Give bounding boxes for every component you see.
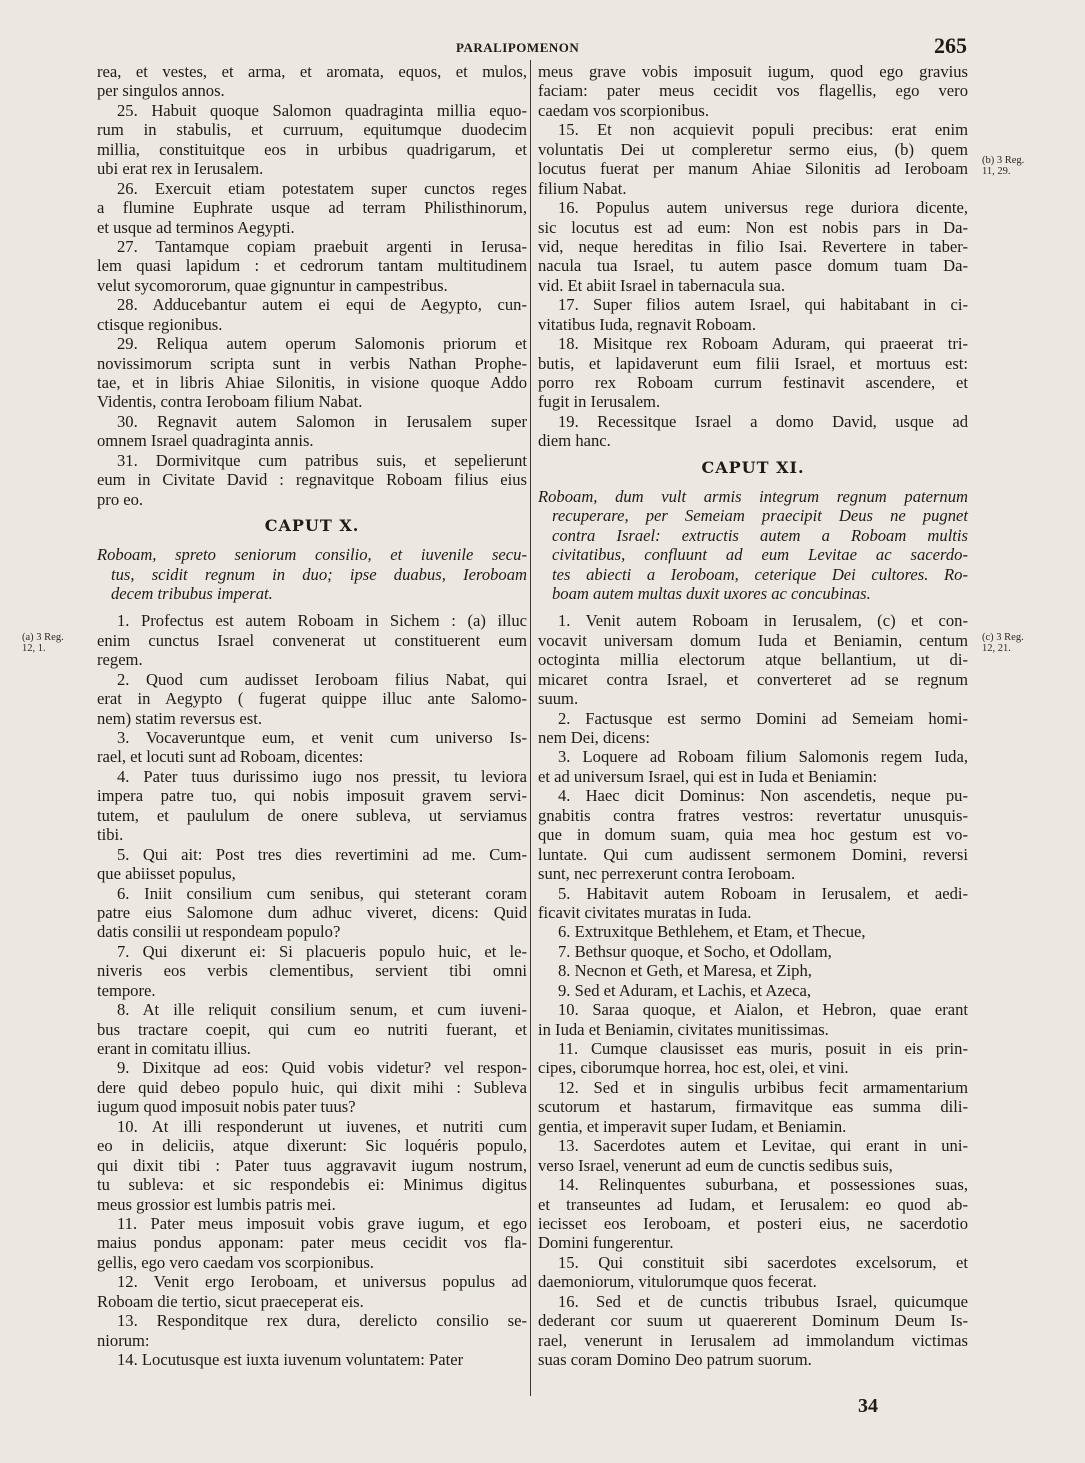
text-line: iugum quod imposuit nobis pater tuus? [97,1097,356,1117]
margin-note-a-loc: 12, 1. [22,643,46,654]
text-line: regem. [97,650,143,670]
margin-note-c-ref: (c) 3 Reg. [982,632,1024,643]
margin-note-c [982,632,1024,654]
text-line: 3. Vocaveruntque eum, et venit cum universo Is- [117,728,527,747]
text-line: 10. Saraa quoque, et Aialon, et Hebron, quae erant [558,1000,968,1020]
text-line: 17. Super filios autem Israel, qui habitabant in ci- [558,295,968,315]
text-line: niveris eos verbis clementibus, servient tibi omni [97,961,527,981]
text-line: ubi erat rex in Ierusalem. [97,159,264,179]
text-line: fugit in Ierusalem. [538,392,661,412]
text-line: que in domum suam, quia mea hoc gestum est vo- [538,825,968,845]
text-line: scutorum et hastarum, firmavitque eas summa dili- [538,1097,968,1117]
text-line: per singulos annos. [97,81,225,101]
text-line: datis consilii ut respondeam populo? [97,922,341,942]
text-line: tempore. [97,980,156,1000]
text-line: patre eius Salomone dum adhuc viveret, dicens: Quid [97,902,527,922]
text-line: 13. Responditque rex dura, derelicto consilio se- [117,1311,527,1331]
text-line: 2. Quod cum audisset Ieroboam filius Nabat, qui [117,669,527,689]
text-line: faciam: pater meus cecidit vos flagellis, ego vero [538,81,968,101]
summary-line: recuperare, per Semeiam praecipit Deus ne pugnet [552,506,968,526]
text-line: filium Nabat. [538,178,627,198]
text-line: ficavit civitates muratas in Iuda. [538,902,752,922]
text-line: voluntatis Dei ut compleretur sermo eius, (b) quem [538,139,968,159]
text-line: 10. At illi responderunt ut iuvenes, et nutriti cum [117,1116,527,1136]
text-line: 3. Loquere ad Roboam filium Salomonis regem Iuda, [558,747,968,767]
text-line: 14. Relinquentes suburbana, et possessiones suas, [558,1175,968,1195]
text-line: dere quid debeo populo huic, qui dixit mihi : Subleva [97,1077,527,1097]
text-line: 1. Profectus est autem Roboam in Sichem : (a) illuc [117,611,527,631]
text-line: nem) statim reversus est. [97,708,262,728]
text-line: 30. Regnavit autem Salomon in Ierusalem super [117,411,527,431]
text-line: cipes, ciborumque horrea, hoc est, olei, et vini. [538,1058,849,1078]
text-line: luntate. Qui cum audissent sermonem Domini, reversi [538,844,968,864]
margin-note-a-ref: (a) 3 Reg. [22,632,64,643]
margin-note-c-loc: 12, 21. [982,643,1011,654]
summary-line: Roboam, dum vult armis integrum regnum paternum [538,486,968,506]
caput-x-heading: CAPUT X. [264,516,360,536]
margin-note-b [982,155,1024,177]
text-line: niorum: [97,1330,150,1350]
summary-line: civitatibus, confluunt ad eum Levitae ac sacerdo- [552,545,968,565]
text-line: 4. Haec dicit Dominus: Non ascendetis, neque pu- [558,786,968,806]
text-line: omnem Israel quadraginta annis. [97,431,314,451]
text-line: et usque ad terminos Aegypti. [97,217,295,237]
text-line: 6. Extruxitque Bethlehem, et Etam, et Thecue, [558,922,866,942]
text-line: 7. Qui dixerunt ei: Si placueris populo huic, et le- [117,941,527,961]
text-line: caedam vos scorpionibus. [538,100,709,120]
text-line: millia, constituitque eos in urbibus quadrigarum, et [97,139,527,159]
text-line: 5. Habitavit autem Roboam in Ierusalem, et aedi- [558,883,968,903]
text-line: 7. Bethsur quoque, et Socho, et Odollam, [558,941,832,961]
text-line: erant in comitatu illius. [97,1039,251,1058]
text-line: enim cunctus Israel convenerat ut constituerent eum [97,630,527,650]
text-line: 19. Recessitque Israel a domo David, usque ad [558,411,968,431]
text-line: verso Israel, venerunt ad eum de cunctis sedibus suis, [538,1155,893,1175]
text-line: tibi. [97,825,124,845]
text-line: iecisset eos Ieroboam, et posteri eius, ne sacerdotio [538,1213,968,1233]
left-text-bottom [97,611,527,1369]
text-line: tu subleva: et sic respondebis ei: Minimus digitus [97,1175,527,1195]
text-line: rael, venerunt in Ierusalem ad immolandum victimas [538,1330,968,1350]
text-line: et transeuntes ad Iudam, et Ierusalem: eo quod ab- [538,1194,968,1214]
text-line: 11. Pater meus imposuit vobis grave iugum, et ego [117,1213,527,1233]
text-line: tae, et in libris Ahiae Silonitis, in visione quoque Addo [97,373,527,392]
text-line: sunt, nec perrexerunt contra Ieroboam. [538,864,796,884]
text-line: 16. Sed et de cunctis tribubus Israel, quicumque [558,1291,968,1311]
signature-mark: 34 [858,1395,878,1417]
text-line: octoginta millia electorum atque bellantium, ut di- [538,650,968,670]
margin-note-a [22,632,64,654]
text-line: rael, et locuti sunt ad Roboam, dicentes: [97,747,364,767]
text-line: porro rex Roboam currum festinavit ascendere, et [538,373,968,392]
text-line: a flumine Euphrate usque ad terram Philisthinorum, [97,198,527,218]
text-line: 28. Adducebantur autem ei equi de Aegypto, cun- [117,295,527,315]
text-line: nacula tua Israel, tu autem pasce domum tuam Da- [538,256,968,276]
text-line: vocavit universam domum Iuda et Beniamin, centum [538,630,968,650]
text-line: 12. Sed et in singulis urbibus fecit armamentarium [558,1077,968,1097]
text-line: 9. Dixitque ad eos: Quid vobis videtur? vel respon- [117,1058,527,1078]
text-line: 4. Pater tuus durissimo iugo nos pressit, tu leviora [117,766,527,786]
text-line: Domini fungerentur. [538,1233,674,1253]
text-line: maius pondus apponam: pater meus cecidit vos fla- [97,1233,527,1253]
right-text-bottom [538,611,968,1369]
text-line: tutem, et paululum de onere subleva, ut serviamus [97,805,527,825]
text-line: diem hanc. [538,431,611,451]
text-line: suas coram Domino Deo patrum suorum. [538,1350,812,1369]
text-line: 9. Sed et Aduram, et Lachis, et Azeca, [558,980,811,1000]
text-line: vid, neque hereditas in filio Isai. Revertere in taber- [538,236,968,256]
margin-note-b-ref: (b) 3 Reg. [982,155,1025,166]
text-line: 15. Qui constituit sibi sacerdotes excelsorum, et [558,1252,968,1272]
text-line: 26. Exercuit etiam potestatem super cunctos reges [117,178,527,198]
text-line: 6. Iniit consilium cum senibus, qui steterant coram [117,883,527,903]
text-line: in Iuda et Beniamin, civitates munitissimas. [538,1019,829,1039]
text-line: lem quasi lapidum : et cedrorum tantam multitudinem [97,256,527,276]
caput-x-summary [97,545,527,603]
text-line: 13. Sacerdotes autem et Levitae, qui erant in uni- [558,1136,968,1156]
text-line: 2. Factusque est sermo Domini ad Semeiam homi- [558,708,968,728]
summary-line: tus, scidit regnum in duo; ipse duabus, Ieroboam [111,564,527,584]
text-line: 27. Tantamque copiam praebuit argenti in Ierusa- [117,236,527,256]
summary-line: tes abiecti a Ieroboam, ceterique Dei cultores. Ro- [552,564,968,584]
text-line: gellis, ego vero caedam vos scorpionibus. [97,1252,374,1272]
text-line: rea, et vestes, et arma, et aromata, equos, et mulos, [97,62,527,81]
summary-line: boam autem multas duxit uxores ac concubinas. [552,583,871,603]
text-line: nem Dei, dicens: [538,728,650,747]
text-line: 1. Venit autem Roboam in Ierusalem, (c) et con- [558,611,968,631]
text-line: micaret contra Israel, et converteret ad se regnum [538,669,968,689]
left-text-top [97,62,527,509]
right-column [538,62,968,1369]
text-line: gentia, et imperavit super Iudam, et Beniamin. [538,1116,847,1136]
text-line: et ad universum Israel, qui est in Iuda et Beniamin: [538,766,878,786]
margin-note-b-loc: 11, 29. [982,166,1011,177]
text-line: ctisque regionibus. [97,314,223,334]
running-head: PARALIPOMENON [456,40,580,55]
summary-line: Roboam, spreto seniorum consilio, et iuvenile secu- [97,545,527,565]
text-line: 25. Habuit quoque Salomon quadraginta millia equo- [117,100,527,120]
caput-xi-summary [538,487,968,604]
text-line: locutus fuerat per manum Ahiae Silonitis ad Ieroboam [538,159,968,179]
text-line: suum. [538,689,579,709]
text-line: 12. Venit ergo Ieroboam, et universus populus ad [117,1272,527,1292]
text-line: impera patre tuo, qui nobis imposuit gravem servi- [97,786,527,806]
text-line: velut sycomororum, quae gignuntur in campestribus. [97,275,448,295]
text-line: 14. Locutusque est iuxta iuvenum voluntatem: Pater [117,1350,464,1369]
text-line: qui dixit tibi : Pater tuus aggravavit iugum nostrum, [97,1155,527,1175]
text-line: 8. At ille reliquit consilium senum, et cum iuveni- [117,1000,527,1020]
summary-line: contra Israel: extructis autem a Roboam multis [552,525,968,545]
text-line: 29. Reliqua autem operum Salomonis priorum et [117,334,527,354]
text-line: butis, et lapidaverunt eum filii Israel, et mortuus est: [538,353,968,373]
text-line: eo in deliciis, atque dixerunt: Sic loquéris populo, [97,1136,527,1156]
text-line: gnabitis contra fratres vestros: revertatur unusquis- [538,805,968,825]
text-line: rum in stabulis, et curruum, equitumque duodecim [97,120,527,140]
text-line: 11. Cumque clausisset eas muris, posuit in eis prin- [558,1039,968,1058]
text-line: daemoniorum, vitulorumque quos fecerat. [538,1272,817,1292]
text-line: dederant cor suum ut quaererent Dominum Deum Is- [538,1311,968,1331]
text-line: meus grave vobis imposuit iugum, quod ego gravius [538,62,968,81]
text-line: sic locutus est ad eum: Non est nobis pars in Da- [538,217,968,237]
text-line: erat in Aegypto ( fugerat quippe illuc ante Salomo- [97,689,527,709]
text-line: eum in Civitate David : regnavitque Roboam filius eius [97,470,527,490]
text-line: 31. Dormivitque cum patribus suis, et sepelierunt [117,450,527,470]
text-line: 18. Misitque rex Roboam Aduram, qui praeerat tri- [558,334,968,354]
right-text-top [538,62,968,451]
text-line: Videntis, contra Ieroboam filium Nabat. [97,392,363,412]
column-divider [530,60,531,1396]
left-column [97,62,527,1369]
text-line: pro eo. [97,489,144,509]
text-line: 5. Qui ait: Post tres dies revertimini ad me. Cum- [117,844,527,864]
text-line: vitatibus Iuda, regnavit Roboam. [538,314,756,334]
summary-line: decem tribubus imperat. [111,583,273,603]
text-line: 8. Necnon et Geth, et Maresa, et Ziph, [558,961,812,981]
page-number: 265 [934,33,967,58]
caput-xi-heading: CAPUT XI. [701,457,805,477]
text-line: vid. Et abiit Israel in tabernacula sua. [538,275,785,295]
text-line: Roboam die tertio, sicut praeceperat eis. [97,1291,364,1311]
text-line: 15. Et non acquievit populi precibus: erat enim [558,120,968,140]
text-line: que abiisset populus, [97,864,236,884]
text-line: bus tractare coepit, qui cum eo nutriti fuerant, et [97,1019,527,1039]
text-line: novissimorum scripta sunt in verbis Nathan Prophe- [97,353,527,373]
text-line: meus grossior est lumbis patris mei. [97,1194,336,1214]
text-line: 16. Populus autem universus rege duriora dicente, [558,198,968,218]
